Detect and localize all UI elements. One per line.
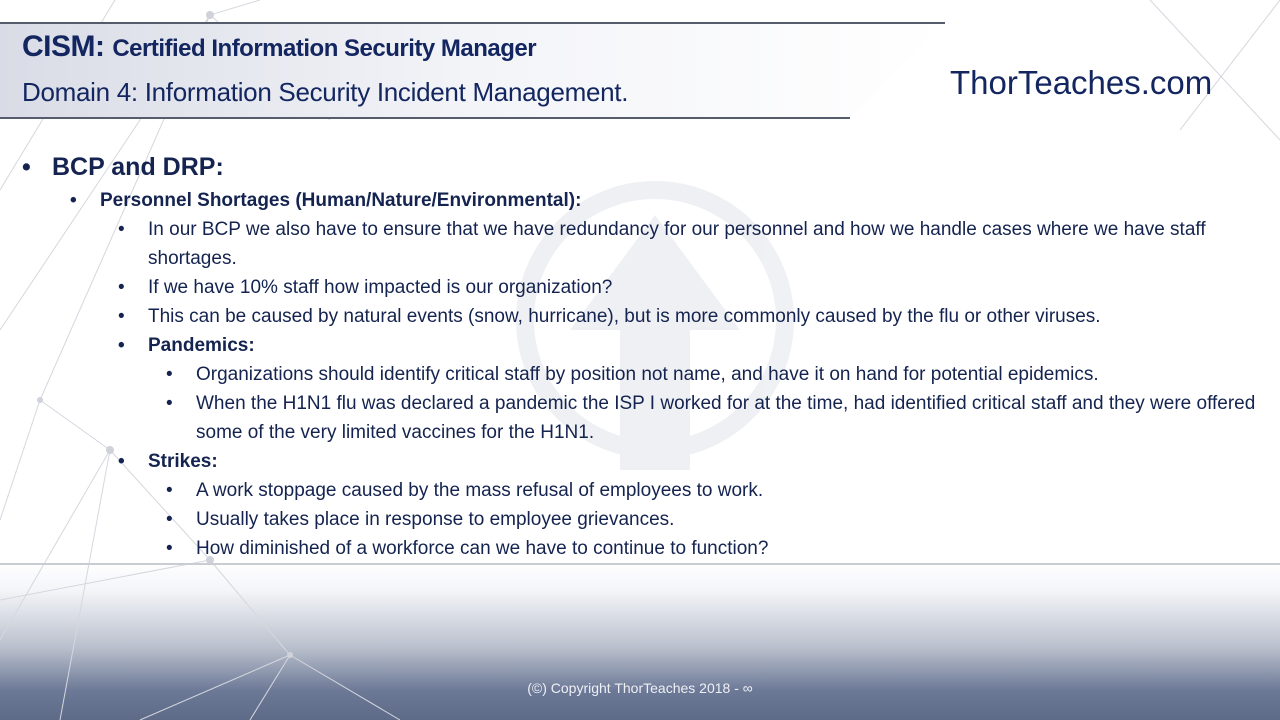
list-item: • If we have 10% staff how impacted is our organization? bbox=[0, 273, 1280, 302]
list-item: • Usually takes place in response to employee grievances. bbox=[0, 505, 1280, 534]
list-item: • This can be caused by natural events (snow, hurricane), but is more commonly caused by the flu or other viruses. bbox=[0, 302, 1280, 331]
section-bullet: • Personnel Shortages (Human/Nature/Environmental): bbox=[0, 186, 1280, 215]
footer-divider bbox=[0, 563, 1280, 565]
list-item: • When the H1N1 flu was declared a pandemic the ISP I worked for at the time, had identified critical staff and they were offered some of the very limited vaccines for the H1N1. bbox=[0, 389, 1280, 447]
heading-bullet: • BCP and DRP: bbox=[0, 150, 1280, 184]
list-item: • In our BCP we also have to ensure that we have redundancy for our personnel and how we handle cases where we have staff shortages. bbox=[0, 215, 1280, 273]
copyright-footer: (©) Copyright ThorTeaches 2018 - ∞ bbox=[527, 680, 753, 696]
domain-subtitle: Domain 4: Information Security Incident Management. bbox=[22, 77, 629, 107]
brand-logo-text: ThorTeaches.com bbox=[950, 64, 1213, 101]
slide-content bbox=[0, 150, 1280, 563]
list-item: • How diminished of a workforce can we have to continue to function? bbox=[0, 534, 1280, 563]
pandemics-label: • Pandemics: bbox=[0, 331, 1280, 360]
strikes-label: • Strikes: bbox=[0, 447, 1280, 476]
list-item: • Organizations should identify critical staff by position not name, and have it on hand for potential epidemics. bbox=[0, 360, 1280, 389]
course-title: CISM: Certified Information Security Manager bbox=[22, 30, 537, 63]
list-item: • A work stoppage caused by the mass refusal of employees to work. bbox=[0, 476, 1280, 505]
